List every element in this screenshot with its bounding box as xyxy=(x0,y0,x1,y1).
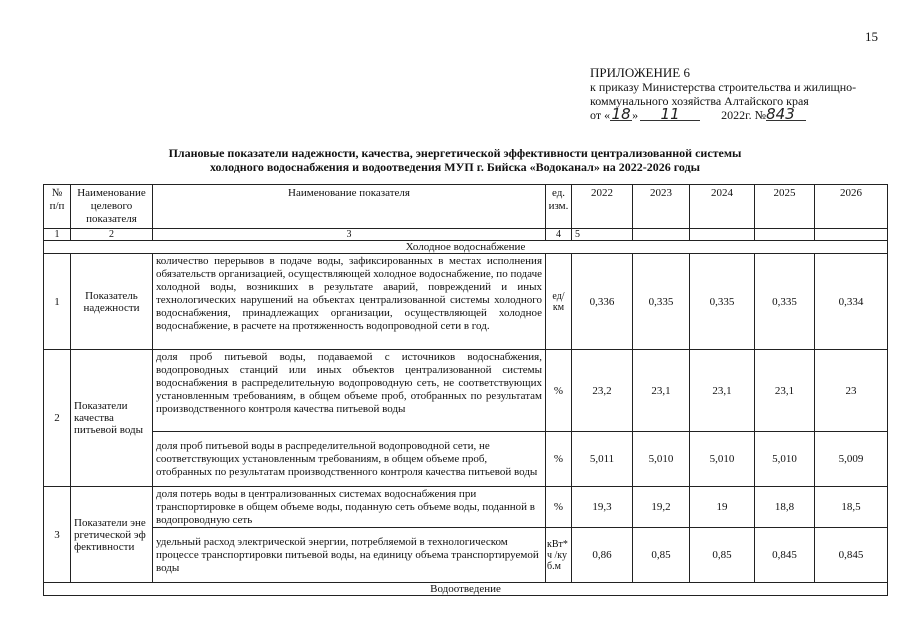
row-unit: % xyxy=(546,432,572,487)
row-value: 23 xyxy=(815,350,888,432)
row-value: 18,8 xyxy=(755,487,815,528)
col-number: 3 xyxy=(153,229,546,241)
row-value: 0,86 xyxy=(572,528,633,583)
table-header-row xyxy=(44,185,888,229)
row-value: 5,010 xyxy=(633,432,690,487)
col-number-empty xyxy=(755,229,815,241)
row-target: Показатель надежности xyxy=(71,254,153,350)
row-value: 0,334 xyxy=(815,254,888,350)
row-value: 0,335 xyxy=(633,254,690,350)
table-row xyxy=(44,254,888,350)
header-no: № п/п xyxy=(44,185,71,229)
row-unit: кВт*ч /куб.м xyxy=(546,528,572,583)
col-number: 1 xyxy=(44,229,71,241)
row-indicator: доля проб питьевой воды в распределительной водопроводной сети, не соответствующих установленным требованиям, в общем объеме проб, отобранных по результатам производственного контроля качества питьевой воды xyxy=(153,432,546,487)
appendix-line-2: коммунального хозяйства Алтайского края xyxy=(590,94,809,108)
row-target: Показатели энергетической эффективности xyxy=(71,487,153,583)
section-sewerage: Водоотведение xyxy=(44,583,888,596)
row-value: 19,2 xyxy=(633,487,690,528)
row-value: 23,1 xyxy=(633,350,690,432)
col-number: 2 xyxy=(71,229,153,241)
date-prefix: от « xyxy=(590,108,611,122)
title-line-2: холодного водоснабжения и водоотведения МУП г. Бийска «Водоканал» на 2022-2026 годы xyxy=(209,160,701,174)
header-indicator: Наименование показателя xyxy=(153,185,546,229)
col-number-empty xyxy=(633,229,690,241)
page-number: 15 xyxy=(865,29,878,44)
row-indicator: удельный расход электрической энергии, потребляемой в технологическом процессе транспортировки питьевой воды, на единицу объема транспортируемой воды xyxy=(153,528,546,583)
col-number: 4 xyxy=(546,229,572,241)
row-indicator: доля проб питьевой воды, подаваемой с источников водоснабжения, водопроводных станций или иных объектов централизованной системы водоснабжения в распределительную водопроводную сеть, не соответствующих установленным требованиям, в общем объеме проб, отобранных по результатам производственного контроля качества питьевой воды xyxy=(153,350,546,432)
appendix-date-line xyxy=(590,105,856,123)
row-value: 5,010 xyxy=(755,432,815,487)
date-mid: » xyxy=(632,108,639,122)
table-row xyxy=(44,432,888,487)
row-value: 18,5 xyxy=(815,487,888,528)
col-number-empty xyxy=(815,229,888,241)
appendix-block xyxy=(590,66,856,122)
row-indicator: количество перерывов в подаче воды, зафиксированных в местах исполнения обязательств организацией, осуществляющей холодное водоснабжение, по подаче холодной воды, возникших в результате аварий, повреждений и иных технологических нарушений на объектах централизованной системы холодного водоснабжения, принадлежащих организации, осуществляющей холодное водоснабжение, в расчете на протяженность водопроводной сети в год. xyxy=(153,254,546,350)
header-year-2024: 2024 xyxy=(690,185,755,229)
header-target: Наименование целевого показателя xyxy=(71,185,153,229)
row-indicator: доля потерь воды в централизованных системах водоснабжения при транспортировке в общем объеме воды, поданную сеть объеме воды, поданной в водопроводную сеть xyxy=(153,487,546,528)
row-unit: % xyxy=(546,487,572,528)
date-year: 2022г. № xyxy=(721,108,767,122)
row-value: 19,3 xyxy=(572,487,633,528)
row-value: 19 xyxy=(690,487,755,528)
row-target: Показатели качества питьевой воды xyxy=(71,350,153,487)
row-value: 23,1 xyxy=(755,350,815,432)
handwritten-month: 11 xyxy=(640,108,700,121)
row-value: 0,845 xyxy=(815,528,888,583)
row-value: 5,010 xyxy=(690,432,755,487)
handwritten-day: 18 xyxy=(611,105,631,123)
row-value: 0,335 xyxy=(755,254,815,350)
title-line-1: Плановые показатели надежности, качества, энергетической эффективности централизованной системы xyxy=(168,146,742,160)
row-unit: ед/км xyxy=(546,254,572,350)
section-row-water xyxy=(44,241,888,254)
document-title xyxy=(40,146,870,174)
appendix-line-1: к приказу Министерства строительства и жилищно- xyxy=(590,80,857,94)
row-no: 1 xyxy=(44,254,71,350)
table-row xyxy=(44,487,888,528)
column-number-row xyxy=(44,229,888,241)
row-value: 0,845 xyxy=(755,528,815,583)
handwritten-number: 843 xyxy=(766,108,806,121)
header-year-2025: 2025 xyxy=(755,185,815,229)
row-value: 23,1 xyxy=(690,350,755,432)
section-row-sewer xyxy=(44,583,888,596)
row-value: 23,2 xyxy=(572,350,633,432)
header-year-2026: 2026 xyxy=(815,185,888,229)
header-year-2022: 2022 xyxy=(572,185,633,229)
row-value: 5,011 xyxy=(572,432,633,487)
row-no: 2 xyxy=(44,350,71,487)
row-value: 0,335 xyxy=(690,254,755,350)
row-no: 3 xyxy=(44,487,71,583)
row-value: 0,85 xyxy=(633,528,690,583)
col-number: 5 xyxy=(572,229,633,241)
table-row xyxy=(44,350,888,432)
row-value: 0,85 xyxy=(690,528,755,583)
table-row xyxy=(44,528,888,583)
section-water-supply: Холодное водоснабжение xyxy=(44,241,888,254)
row-value: 5,009 xyxy=(815,432,888,487)
indicators-table xyxy=(43,184,888,596)
header-year-2023: 2023 xyxy=(633,185,690,229)
row-value: 0,336 xyxy=(572,254,633,350)
header-unit: ед. изм. xyxy=(546,185,572,229)
appendix-title: ПРИЛОЖЕНИЕ 6 xyxy=(590,65,690,80)
row-unit: % xyxy=(546,350,572,432)
col-number-empty xyxy=(690,229,755,241)
